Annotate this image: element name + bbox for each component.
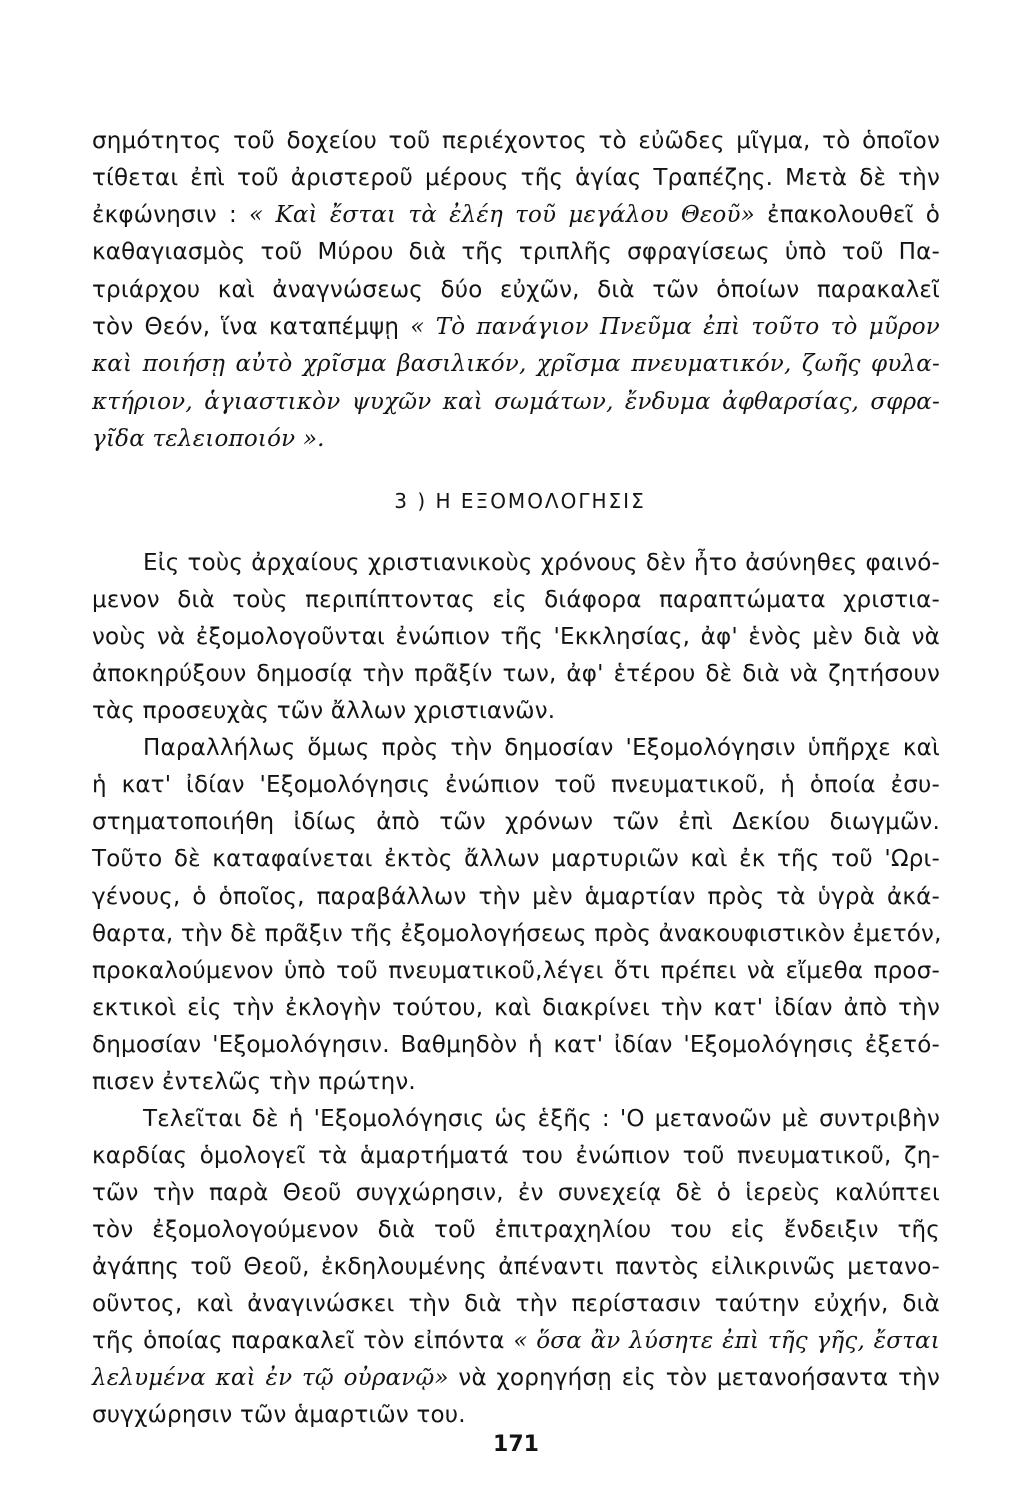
text-line: Παραλλήλως ὅμως πρὸς τὴν δημοσίαν 'Εξομολόγησιν ὑπῆρχε καὶ	[143, 735, 940, 761]
text-line: νοὺς νὰ ἐξομολογοῦνται ἐνώπιον τῆς 'Εκκλησίας, ἀφ' ἑνὸς μὲν διὰ νὰ	[92, 624, 940, 650]
text-line: θαρτα, τὴν δὲ πρᾶξιν τῆς ἐξομολογήσεως πρὸς ἀνακουφιστικὸν ἐμετόν,	[92, 921, 942, 947]
text-line: γένους, ὁ ὁποῖος, παραβάλλων τὴν μὲν ἁμαρτίαν πρὸς τὰ ὑγρὰ ἀκά-	[92, 884, 940, 910]
text-line: οῦντος, καὶ ἀναγινώσκει τὴν διὰ τὴν περίστασιν ταύτην εὐχήν, διὰ	[92, 1291, 940, 1317]
text-line	[92, 1326, 940, 1356]
text-line	[92, 1363, 940, 1393]
quote-span: λελυμένα καὶ ἐν τῷ οὐρανῷ»	[92, 1365, 459, 1391]
text-span: ἐπακολουθεῖ ὁ	[767, 202, 940, 228]
text-line: πισεν ἐντελῶς τὴν πρώτην.	[92, 1069, 416, 1095]
text-line: καθαγιασμὸς τοῦ Μύρου διὰ τῆς τριπλῆς σφραγίσεως ὑπὸ τοῦ Πα-	[92, 239, 940, 265]
text-line: τῶν τὴν παρὰ Θεοῦ συγχώρησιν, ἐν συνεχείᾳ δὲ ὁ ἱερεὺς καλύπτει	[92, 1180, 940, 1206]
text-line: σημότητος τοῦ δοχείου τοῦ περιέχοντος τὸ εὐῶδες μῖγμα, τὸ ὁποῖον	[92, 128, 940, 154]
quote-span: « Τὸ πανάγιον Πνεῦμα ἐπὶ τοῦτο τὸ μῦρον	[410, 314, 940, 340]
text-span: τῆς ὁποίας παρακαλεῖ τὸν εἰπόντα	[92, 1328, 514, 1354]
text-line: Τοῦτο δὲ καταφαίνεται ἐκτὸς ἄλλων μαρτυριῶν καὶ ἐκ τῆς τοῦ 'Ωρι-	[92, 846, 940, 872]
text-line: τὸν ἐξομολογούμενον διὰ τοῦ ἐπιτραχηλίου του εἰς ἔνδειξιν τῆς	[92, 1217, 940, 1243]
text-line: καρδίας ὁμολογεῖ τὰ ἁμαρτήματά του ἐνώπιον τοῦ πνευματικοῦ, ζη-	[92, 1143, 940, 1169]
text-line: Τελεῖται δὲ ἡ 'Εξομολόγησις ὡς ἑξῆς : 'Ο μετανοῶν μὲ συντριβὴν	[143, 1106, 940, 1132]
quote-span: « ὅσα ἂν λύσητε ἐπὶ τῆς γῆς, ἔσται	[513, 1328, 940, 1354]
quote-line: καὶ ποιήσῃ αὐτὸ χρῖσμα βασιλικόν, χρῖσμα πνευματικόν, ζωῆς φυλα-	[92, 351, 940, 377]
page-number: 171	[493, 1432, 539, 1457]
text-line: εκτικοὶ εἰς τὴν ἐκλογὴν τούτου, καὶ διακρίνει τὴν κατ' ἰδίαν ἀπὸ τὴν	[92, 995, 940, 1021]
quote-line: κτήριον, ἁγιαστικὸν ψυχῶν καὶ σωμάτων, ἔνδυμα ἀφθαρσίας, σφρα-	[92, 389, 940, 415]
quote-span: « Καὶ ἔσται τὰ ἐλέη τοῦ μεγάλου Θεοῦ»	[249, 202, 768, 228]
text-span: νὰ χορηγήσῃ εἰς τὸν μετανοήσαντα τὴν	[458, 1365, 940, 1391]
text-line: δημοσίαν 'Εξομολόγησιν. Βαθμηδὸν ἡ κατ' ἰδίαν 'Εξομολόγησις ἐξετό-	[92, 1032, 940, 1058]
text-line: ἀποκηρύξουν δημοσίᾳ τὴν πρᾶξίν των, ἀφ' ἑτέρου δὲ διὰ νὰ ζητήσουν	[92, 661, 940, 687]
text-span: τὸν Θεόν, ἵνα καταπέμψῃ	[92, 314, 411, 340]
text-line: τὰς προσευχὰς τῶν ἄλλων χριστιανῶν.	[92, 698, 556, 724]
text-line	[92, 200, 940, 230]
text-line: συγχώρησιν τῶν ἁμαρτιῶν του.	[92, 1402, 466, 1428]
text-line: στηματοποιήθη ἰδίως ἀπὸ τῶν χρόνων τῶν ἐπὶ Δεκίου διωγμῶν.	[92, 809, 940, 835]
text-line: ἀγάπης τοῦ Θεοῦ, ἐκδηλουμένης ἀπέναντι παντὸς εἰλικρινῶς μετανο-	[92, 1254, 940, 1280]
text-line: τίθεται ἐπὶ τοῦ ἀριστεροῦ μέρους τῆς ἁγίας Τραπέζης. Μετὰ δὲ τὴν	[92, 165, 940, 191]
quote-line: γῖδα τελειοποιόν ».	[92, 426, 325, 452]
text-line: προκαλούμενον ὑπὸ τοῦ πνευματικοῦ,λέγει ὅτι πρέπει νὰ εἴμεθα προσ-	[92, 958, 940, 984]
text-span: ἐκφώνησιν :	[92, 202, 250, 228]
text-line: τριάρχου καὶ ἀναγνώσεως δύο εὐχῶν, διὰ τῶν ὁποίων παρακαλεῖ	[92, 277, 940, 303]
text-line: Εἰς τοὺς ἀρχαίους χριστιανικοὺς χρόνους δὲν ἦτο ἀσύνηθες φαινό-	[143, 550, 940, 576]
section-heading: 3 ) Η ΕΞΟΜΟΛΟΓΗΣΙΣ	[394, 489, 646, 513]
text-line	[92, 312, 940, 342]
text-line: μενον διὰ τοὺς περιπίπτοντας εἰς διάφορα παραπτώματα χριστια-	[92, 587, 940, 613]
text-line: ἡ κατ' ἰδίαν 'Εξομολόγησις ἐνώπιον τοῦ πνευματικοῦ, ἡ ὁποία ἐσυ-	[92, 772, 940, 798]
